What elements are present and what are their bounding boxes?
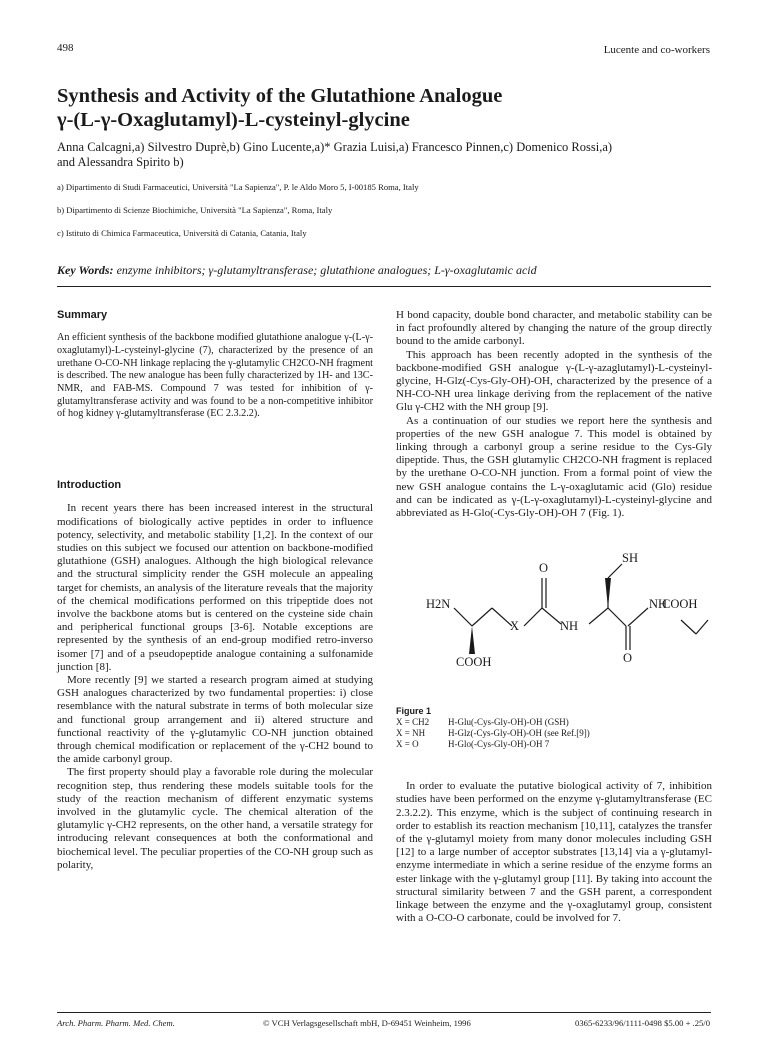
introduction-heading: Introduction (57, 479, 122, 492)
structure-diagram (396, 538, 712, 700)
legend-x: X = O (396, 739, 419, 750)
bond (589, 608, 608, 624)
bond (608, 564, 622, 578)
left-column (57, 309, 373, 872)
intro-paragraph-2: More recently [9] we started a research program aimed at studying GSH analogues characterized by two fundamental properties: i) close resemblance with the natural substrate in terms of both molecular size and functional group arrangement and ii) altered structure and functional reactivity of the γ-glutamylic CO-NH junction obtained through chemical modification or replacement of the γ-CH2 bound to the amide carbonyl group. (57, 673, 373, 766)
bond (454, 608, 472, 626)
authors-line-1: Anna Calcagni,a) Silvestro Duprè,b) Gino Lucente,a)* Grazia Luisi,a) Francesco Pinnen,c) Domenico Rossi,a) (57, 140, 613, 154)
running-head: Lucente and co-workers (603, 44, 710, 56)
affiliation-c: c) Istituto di Chimica Farmaceutica, Università di Catania, Catania, Italy (57, 228, 307, 238)
intro-paragraph-3: The first property should play a favorable role during the molecular recognition step, thus rendering these models suitable tools for the study of the reaction mechanism of different enzymatic systems involved in the glutamylic cycle. The chemical alteration of the glutamylic γ-CH2 represents, on the other hand, a versatile strategy for introducing relevant consequences at both the conformational and biochemical level. The peculiar properties of the CO-NH group such as polarity, (57, 766, 373, 871)
affiliation-b: b) Dipartimento di Scienze Biochimiche, Università "La Sapienza", Roma, Italy (57, 205, 333, 215)
figure-caption (396, 706, 712, 750)
bond (608, 608, 626, 626)
bond (628, 608, 648, 626)
title-line-2: γ-(L-γ-Oxaglutamyl)-L-cysteinyl-glycine (57, 109, 410, 131)
intro-paragraph-5: This approach has been recently adopted in the synthesis of the backbone-modified GSH analogue γ-(L-γ-azaglutamyl)-L-cysteinyl-glycine, H-Glz(-Cys-Gly-OH)-OH, characterized by the presence of a NH-CO-NH urea linkage deriving from the replacement of the native Glu γ-CH2 with the NH group [9]. (396, 348, 712, 414)
summary-text: An efficient synthesis of the backbone modified glutathione analogue γ-(L-γ-oxaglutamyl)-L-cysteinyl-glycine (7), characterized by the presence of an urethane O-CO-NH linkage replacing the γ-glutamylic CH2CO-NH fragment is described. The new analogue has been fully characterized by 1H- and 13C-NMR, and FAB-MS. Compound 7 was tested for inhibition of γ-glutamyltransferase activity and was found to be a non-competitive inhibitor of hog kidney γ-glutamyltransferase (EC 2.3.2.2). (57, 332, 373, 420)
intro-paragraph-6: As a continuation of our studies we report here the synthesis and properties of the new GSH analogue 7. This model is obtained by linking through a carbonyl group a serine residue to the Cys-Gly dipeptide. Thus, the GSH glutamylic CH2CO-NH fragment is replaced by the urethane O-CO-NH junction. From a formal point of view the new GSH analogue contains the L-γ-oxaglutamic acid (Glo) residue and can be indicated as γ-(L-γ-oxaglutamyl)-L-cysteinyl-glycine and abbreviated as H-Glo(-Cys-Gly-OH)-OH 7 (Fig. 1). (396, 414, 712, 520)
label-o-bottom: O (623, 651, 633, 666)
article-title (57, 84, 717, 132)
label-o-top: O (539, 561, 549, 576)
summary-heading: Summary (57, 309, 108, 321)
legend-row (396, 717, 712, 728)
top-divider (57, 286, 711, 287)
bond (681, 620, 696, 634)
bond (472, 608, 492, 626)
intro-paragraph-1: In recent years there has been increased interest in the structural modifications of biologically active peptides in order to influence potency, selectivity, and metabolic stability [1,2]. In the context of our studies on this subject we focused our attention on backbone-modified glutathione (GSH) analogues. Although the high biological relevance and the structural simplicity render the GSH molecule an appealing target for chemists, an analysis of the literature reveals that the majority of the chemical modifications performed on this tripeptide does not involve the backbone atoms but is centered on the cysteine side chain and peripherical functional groups [3-6]. Notable exceptions are represented by the synthesis of an end-group modified retro-inverso isomer [7] and of a pseudopeptide analogue containing a sulfonamide junction [8]. (57, 502, 373, 673)
keywords (57, 263, 717, 278)
structure-figure (396, 538, 712, 700)
footer-journal: Arch. Pharm. Pharm. Med. Chem. (57, 1018, 175, 1028)
label-h2n: H2N (426, 597, 451, 612)
legend-desc: H-Glo(-Cys-Gly-OH)-OH 7 (448, 739, 550, 750)
label-x: X (510, 619, 520, 634)
legend-desc: H-Glu(-Cys-Gly-OH)-OH (GSH) (448, 717, 569, 728)
keywords-label: Key Words: (57, 263, 114, 277)
label-nh-2: NH (649, 597, 668, 612)
legend-x: X = CH2 (396, 717, 430, 728)
authors-line-2: and Alessandra Spirito b) (57, 155, 184, 169)
bond (524, 608, 542, 626)
keywords-text: enzyme inhibitors; γ-glutamyltransferase; glutathione analogues; L-γ-oxaglutamic acid (116, 263, 537, 277)
label-cooh-right: COOH (662, 597, 698, 612)
label-cooh-bottom: COOH (456, 655, 492, 670)
footer-publisher: © VCH Verlagsgesellschaft mbH, D-69451 Weinheim, 1996 (263, 1018, 471, 1028)
legend-x: X = NH (396, 728, 426, 739)
legend-row (396, 728, 712, 739)
bond (542, 608, 561, 624)
affiliation-a: a) Dipartimento di Studi Farmaceutici, Università "La Sapienza", P. le Aldo Moro 5, I-00185 Roma, Italy (57, 182, 419, 192)
right-column (396, 309, 712, 925)
figure-caption-title: Figure 1 (396, 706, 432, 717)
intro-paragraph-4: H bond capacity, double bond character, and metabolic stability can be in fact profoundly altered by changing the nature of the group directly bound to the amide carbonyl. (396, 309, 712, 348)
intro-paragraph-7: In order to evaluate the putative biological activity of 7, inhibition studies have been performed on the enzyme γ-glutamyltransferase (EC 2.3.2.2). This enzyme, which is the subject of continuing research in order to establish its reaction mechanism [10,11], catalyzes the transfer of the γ-glutamyl moiety from many donor molecules including GSH [12] to a large number of acceptor substrates [13,14] via a γ-glutamyl-enzyme intermediate in which a serine residue of the enzyme forms an ester linkage with the γ-glutamyl group [11]. By taking into account the structural similarity between 7 and the GSH parent, a correspondent linkage between the enzyme and the γ-oxaglutamyl group, consistent with a O-CO-O carbonate, could be involved for 7. (396, 780, 712, 925)
title-line-1: Synthesis and Activity of the Glutathione Analogue (57, 85, 503, 107)
wedge-bond (469, 626, 475, 654)
footer-code: 0365-6233/96/1111-0498 $5.00 + .25/0 (575, 1018, 710, 1028)
bond (492, 608, 512, 626)
label-nh-1: NH (560, 619, 579, 634)
affiliations (57, 182, 717, 251)
legend-row (396, 739, 712, 750)
author-list (57, 140, 717, 170)
page-number: 498 (57, 42, 74, 54)
footer-divider (57, 1012, 711, 1013)
wedge-bond (605, 578, 611, 608)
legend-desc: H-Glz(-Cys-Gly-OH)-OH (see Ref.[9]) (448, 728, 590, 739)
bond (696, 620, 708, 634)
label-sh: SH (622, 551, 638, 566)
